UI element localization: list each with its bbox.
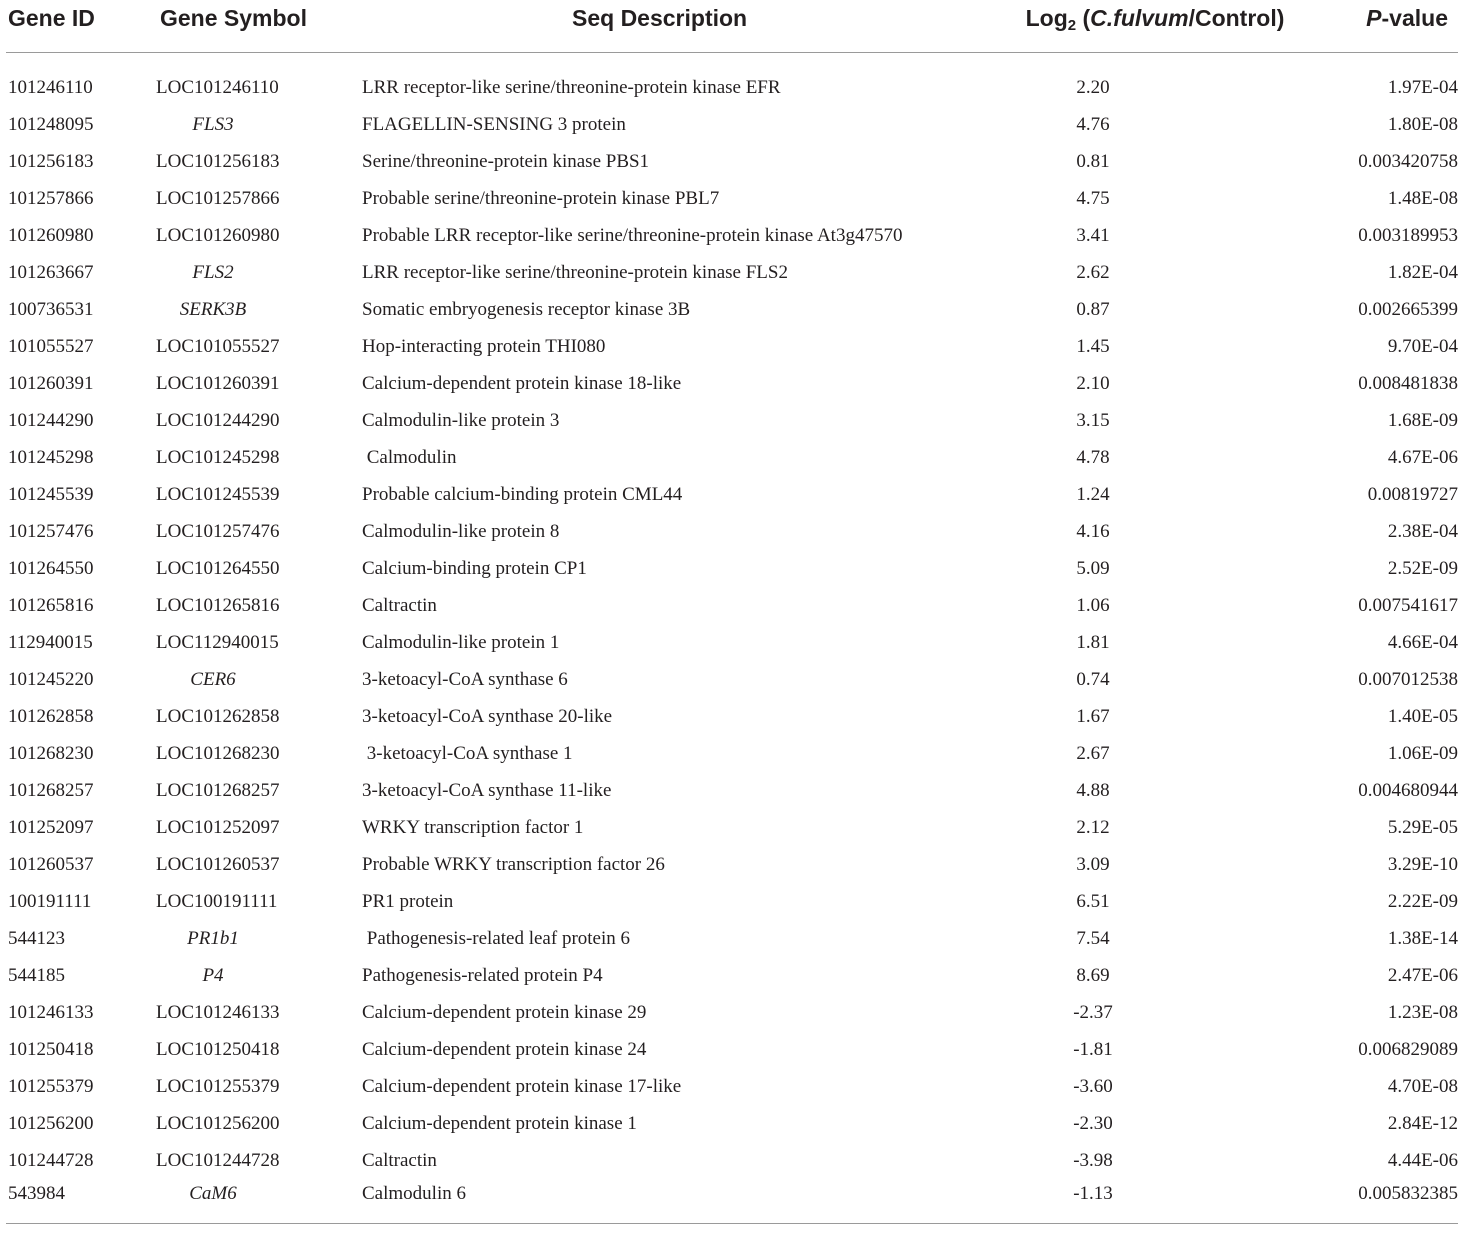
cell-seq-description: Calcium-dependent protein kinase 17-like [362, 1075, 682, 1097]
cell-log2-ratio: 6.51 [1076, 890, 1110, 912]
table-row [6, 550, 1458, 587]
table-row [6, 513, 1458, 550]
cell-log2-ratio: 1.45 [1076, 335, 1110, 357]
cell-log2-ratio: 1.81 [1076, 631, 1110, 653]
cell-gene-id: 101244728 [8, 1149, 94, 1171]
cell-gene-symbol: LOC101245298 [156, 446, 280, 468]
cell-seq-description: Calmodulin-like protein 3 [362, 409, 560, 431]
cell-gene-id: 101260537 [8, 853, 94, 875]
cell-gene-symbol: LOC101244728 [156, 1149, 280, 1171]
cell-gene-id: 101257476 [8, 520, 94, 542]
cell-gene-symbol: LOC101256183 [156, 150, 280, 172]
cell-log2-ratio: 2.12 [1076, 816, 1110, 838]
cell-gene-symbol: LOC101246110 [156, 76, 279, 98]
cell-p-value: 1.40E-05 [1387, 705, 1458, 727]
cell-gene-symbol: LOC101262858 [156, 705, 280, 727]
cell-gene-id: 100191111 [8, 890, 92, 912]
cell-gene-id: 101246133 [8, 1001, 94, 1023]
table-row [6, 624, 1458, 661]
cell-seq-description: FLAGELLIN-SENSING 3 protein [362, 113, 626, 135]
cell-gene-id: 101245539 [8, 483, 94, 505]
cell-seq-description: WRKY transcription factor 1 [362, 816, 584, 838]
header-log-italic: C.fulvum [1090, 5, 1189, 31]
cell-gene-id: 101245298 [8, 446, 94, 468]
cell-seq-description: Calmodulin [362, 446, 457, 468]
table-row [6, 365, 1458, 402]
cell-seq-description: Somatic embryogenesis receptor kinase 3B [362, 298, 691, 320]
cell-seq-description: Calmodulin-like protein 8 [362, 520, 560, 542]
table-header [6, 0, 1458, 53]
cell-gene-symbol: LOC101260537 [156, 853, 280, 875]
cell-log2-ratio: 1.67 [1076, 705, 1110, 727]
table-row [6, 1142, 1458, 1179]
table-row [6, 587, 1458, 624]
cell-log2-ratio: 4.88 [1076, 779, 1110, 801]
cell-log2-ratio: 2.10 [1076, 372, 1110, 394]
cell-gene-id: 101256200 [8, 1112, 94, 1134]
header-log-open: ( [1076, 5, 1091, 31]
cell-log2-ratio: 0.81 [1076, 150, 1110, 172]
cell-gene-id: 101252097 [8, 816, 94, 838]
header-log-subscript: 2 [1067, 17, 1077, 34]
cell-gene-id: 544123 [8, 927, 65, 949]
cell-gene-symbol: LOC101260391 [156, 372, 280, 394]
cell-gene-id: 101250418 [8, 1038, 94, 1060]
cell-p-value: 1.38E-14 [1387, 927, 1458, 949]
cell-p-value: 0.003420758 [1358, 150, 1458, 172]
cell-seq-description: Probable serine/threonine-protein kinase PBL7 [362, 187, 720, 209]
cell-gene-symbol: LOC100191111 [156, 890, 278, 912]
cell-gene-id: 101268257 [8, 779, 94, 801]
cell-gene-symbol: LOC101264550 [156, 557, 280, 579]
cell-p-value: 4.66E-04 [1387, 631, 1458, 653]
cell-p-value: 0.00819727 [1367, 483, 1458, 505]
cell-gene-id: 101246110 [8, 76, 93, 98]
table-row [6, 883, 1458, 920]
cell-gene-symbol: LOC101245539 [156, 483, 280, 505]
cell-gene-id: 101263667 [8, 261, 94, 283]
cell-log2-ratio: 2.62 [1076, 261, 1110, 283]
cell-gene-symbol: FLS2 [192, 261, 234, 283]
cell-gene-id: 101268230 [8, 742, 94, 764]
table-row [6, 772, 1458, 809]
cell-seq-description: 3-ketoacyl-CoA synthase 1 [362, 742, 573, 764]
table-row [6, 698, 1458, 735]
cell-gene-symbol: FLS3 [192, 113, 234, 135]
cell-log2-ratio: 3.41 [1076, 224, 1110, 246]
cell-p-value: 4.67E-06 [1387, 446, 1458, 468]
cell-seq-description: Pathogenesis-related protein P4 [362, 964, 603, 986]
cell-gene-id: 101260980 [8, 224, 94, 246]
header-log2-ratio [1004, 0, 1306, 53]
header-p-italic: P [1366, 5, 1382, 31]
cell-log2-ratio: 4.76 [1076, 113, 1110, 135]
cell-gene-symbol: LOC101265816 [156, 594, 280, 616]
cell-gene-id: 101265816 [8, 594, 94, 616]
table-row [6, 994, 1458, 1031]
cell-p-value: 1.82E-04 [1387, 261, 1458, 283]
cell-seq-description: Probable WRKY transcription factor 26 [362, 853, 665, 875]
cell-p-value: 4.70E-08 [1387, 1075, 1458, 1097]
table-row [6, 328, 1458, 365]
header-gene-id: Gene ID [6, 0, 156, 53]
table-row [6, 254, 1458, 291]
cell-p-value: 0.002665399 [1358, 298, 1458, 320]
cell-log2-ratio: -3.98 [1073, 1149, 1113, 1171]
cell-log2-ratio: 1.06 [1076, 594, 1110, 616]
cell-p-value: 0.008481838 [1358, 372, 1458, 394]
cell-gene-id: 544185 [8, 964, 65, 986]
header-row [6, 0, 1458, 53]
cell-gene-id: 101262858 [8, 705, 94, 727]
cell-gene-symbol: CER6 [190, 668, 236, 690]
cell-gene-id: 112940015 [8, 631, 93, 653]
header-gene-symbol: Gene Symbol [156, 0, 358, 53]
cell-seq-description: Calcium-dependent protein kinase 18-like [362, 372, 682, 394]
table-row [6, 402, 1458, 439]
cell-gene-id: 543984 [6, 1179, 156, 1224]
cell-seq-description: Probable LRR receptor-like serine/threonine-protein kinase At3g47570 [362, 224, 903, 246]
cell-gene-symbol: LOC101268230 [156, 742, 280, 764]
header-log-prefix: Log [1025, 5, 1068, 31]
cell-p-value: 3.29E-10 [1387, 853, 1458, 875]
table-row [6, 1068, 1458, 1105]
header-p-value [1306, 0, 1458, 53]
cell-log2-ratio: 2.67 [1076, 742, 1110, 764]
cell-gene-symbol: LOC101260980 [156, 224, 280, 246]
cell-gene-symbol: SERK3B [179, 298, 247, 320]
cell-p-value: 0.005832385 [1306, 1179, 1458, 1224]
cell-p-value: 1.06E-09 [1387, 742, 1458, 764]
table-row [6, 143, 1458, 180]
cell-log2-ratio: 3.15 [1076, 409, 1110, 431]
cell-p-value: 1.23E-08 [1387, 1001, 1458, 1023]
cell-p-value: 0.007012538 [1358, 668, 1458, 690]
cell-seq-description: 3-ketoacyl-CoA synthase 6 [362, 668, 568, 690]
table-row [6, 106, 1458, 143]
cell-p-value: 0.007541617 [1358, 594, 1458, 616]
cell-gene-symbol: LOC101257866 [156, 187, 280, 209]
cell-log2-ratio: 0.87 [1076, 298, 1110, 320]
cell-log2-ratio: 1.24 [1076, 483, 1110, 505]
cell-seq-description: Calmodulin 6 [358, 1179, 1004, 1224]
header-p-rest: -value [1381, 5, 1448, 31]
cell-seq-description: Serine/threonine-protein kinase PBS1 [362, 150, 650, 172]
header-log-rest: /Control) [1188, 5, 1285, 31]
table-row [6, 1105, 1458, 1142]
cell-gene-symbol: LOC101268257 [156, 779, 280, 801]
table-row [6, 846, 1458, 883]
cell-gene-id: 101244290 [8, 409, 94, 431]
cell-log2-ratio: -2.37 [1073, 1001, 1113, 1023]
cell-seq-description: 3-ketoacyl-CoA synthase 20-like [362, 705, 613, 727]
cell-p-value: 2.52E-09 [1387, 557, 1458, 579]
table-row [6, 1031, 1458, 1068]
cell-p-value: 0.006829089 [1358, 1038, 1458, 1060]
cell-log2-ratio: 2.20 [1076, 76, 1110, 98]
cell-p-value: 9.70E-04 [1387, 335, 1458, 357]
cell-p-value: 1.48E-08 [1387, 187, 1458, 209]
cell-p-value: 2.38E-04 [1387, 520, 1458, 542]
table-row [6, 217, 1458, 254]
table-row [6, 1179, 1458, 1224]
cell-seq-description: Calcium-dependent protein kinase 29 [362, 1001, 647, 1023]
table-row [6, 476, 1458, 513]
cell-seq-description: Probable calcium-binding protein CML44 [362, 483, 683, 505]
cell-log2-ratio: 7.54 [1076, 927, 1110, 949]
table-row [6, 291, 1458, 328]
cell-log2-ratio: 8.69 [1076, 964, 1110, 986]
cell-seq-description: Calcium-dependent protein kinase 24 [362, 1038, 647, 1060]
table-row [6, 735, 1458, 772]
cell-log2-ratio: -2.30 [1073, 1112, 1113, 1134]
cell-log2-ratio: 4.78 [1076, 446, 1110, 468]
cell-gene-id: 101255379 [8, 1075, 94, 1097]
cell-gene-id: 101264550 [8, 557, 94, 579]
cell-p-value: 0.003189953 [1358, 224, 1458, 246]
table-row [6, 439, 1458, 476]
cell-gene-symbol: LOC101246133 [156, 1001, 280, 1023]
cell-gene-id: 101248095 [8, 113, 94, 135]
cell-p-value: 1.68E-09 [1387, 409, 1458, 431]
cell-gene-id: 101256183 [8, 150, 94, 172]
cell-seq-description: Pathogenesis-related leaf protein 6 [362, 927, 631, 949]
gene-expression-table [6, 0, 1458, 1224]
cell-log2-ratio: -1.13 [1004, 1179, 1306, 1224]
cell-seq-description: Calcium-dependent protein kinase 1 [362, 1112, 637, 1134]
cell-gene-id: 100736531 [8, 298, 94, 320]
cell-seq-description: PR1 protein [362, 890, 454, 912]
cell-log2-ratio: -1.81 [1073, 1038, 1113, 1060]
cell-seq-description: Calmodulin-like protein 1 [362, 631, 560, 653]
cell-p-value: 1.97E-04 [1387, 76, 1458, 98]
cell-p-value: 0.004680944 [1358, 779, 1458, 801]
cell-gene-id: 101245220 [8, 668, 94, 690]
cell-gene-id: 101055527 [8, 335, 94, 357]
table-row [6, 661, 1458, 698]
header-seq-description: Seq Description [358, 0, 1004, 53]
cell-gene-symbol: LOC101255379 [156, 1075, 280, 1097]
cell-log2-ratio: 0.74 [1076, 668, 1110, 690]
cell-gene-symbol: LOC101250418 [156, 1038, 280, 1060]
cell-p-value: 4.44E-06 [1387, 1149, 1458, 1171]
cell-gene-symbol: LOC101055527 [156, 335, 280, 357]
cell-gene-id: 101257866 [8, 187, 94, 209]
table-body [6, 53, 1458, 1224]
table-row [6, 809, 1458, 846]
cell-gene-symbol: LOC101252097 [156, 816, 280, 838]
cell-gene-symbol: LOC101257476 [156, 520, 280, 542]
cell-log2-ratio: -3.60 [1073, 1075, 1113, 1097]
cell-p-value: 1.80E-08 [1387, 113, 1458, 135]
table-row [6, 180, 1458, 217]
cell-seq-description: 3-ketoacyl-CoA synthase 11-like [362, 779, 612, 801]
cell-log2-ratio: 3.09 [1076, 853, 1110, 875]
cell-p-value: 2.84E-12 [1387, 1112, 1458, 1134]
cell-seq-description: Calcium-binding protein CP1 [362, 557, 587, 579]
cell-gene-symbol: CaM6 [156, 1179, 358, 1224]
cell-p-value: 2.47E-06 [1387, 964, 1458, 986]
cell-seq-description: LRR receptor-like serine/threonine-protein kinase EFR [362, 76, 781, 98]
cell-gene-symbol: PR1b1 [187, 927, 239, 949]
cell-log2-ratio: 4.75 [1076, 187, 1110, 209]
cell-gene-symbol: LOC112940015 [156, 631, 279, 653]
cell-p-value: 2.22E-09 [1387, 890, 1458, 912]
cell-gene-id: 101260391 [8, 372, 94, 394]
cell-seq-description: Caltractin [362, 1149, 437, 1171]
cell-log2-ratio: 4.16 [1076, 520, 1110, 542]
cell-gene-symbol: LOC101244290 [156, 409, 280, 431]
cell-gene-symbol: LOC101256200 [156, 1112, 280, 1134]
cell-gene-symbol: P4 [202, 964, 224, 986]
table-row [6, 920, 1458, 957]
cell-p-value: 5.29E-05 [1387, 816, 1458, 838]
table-row [6, 53, 1458, 107]
cell-seq-description: LRR receptor-like serine/threonine-protein kinase FLS2 [362, 261, 788, 283]
cell-log2-ratio: 5.09 [1076, 557, 1110, 579]
cell-seq-description: Hop-interacting protein THI080 [362, 335, 606, 357]
cell-seq-description: Caltractin [362, 594, 437, 616]
table-row [6, 957, 1458, 994]
